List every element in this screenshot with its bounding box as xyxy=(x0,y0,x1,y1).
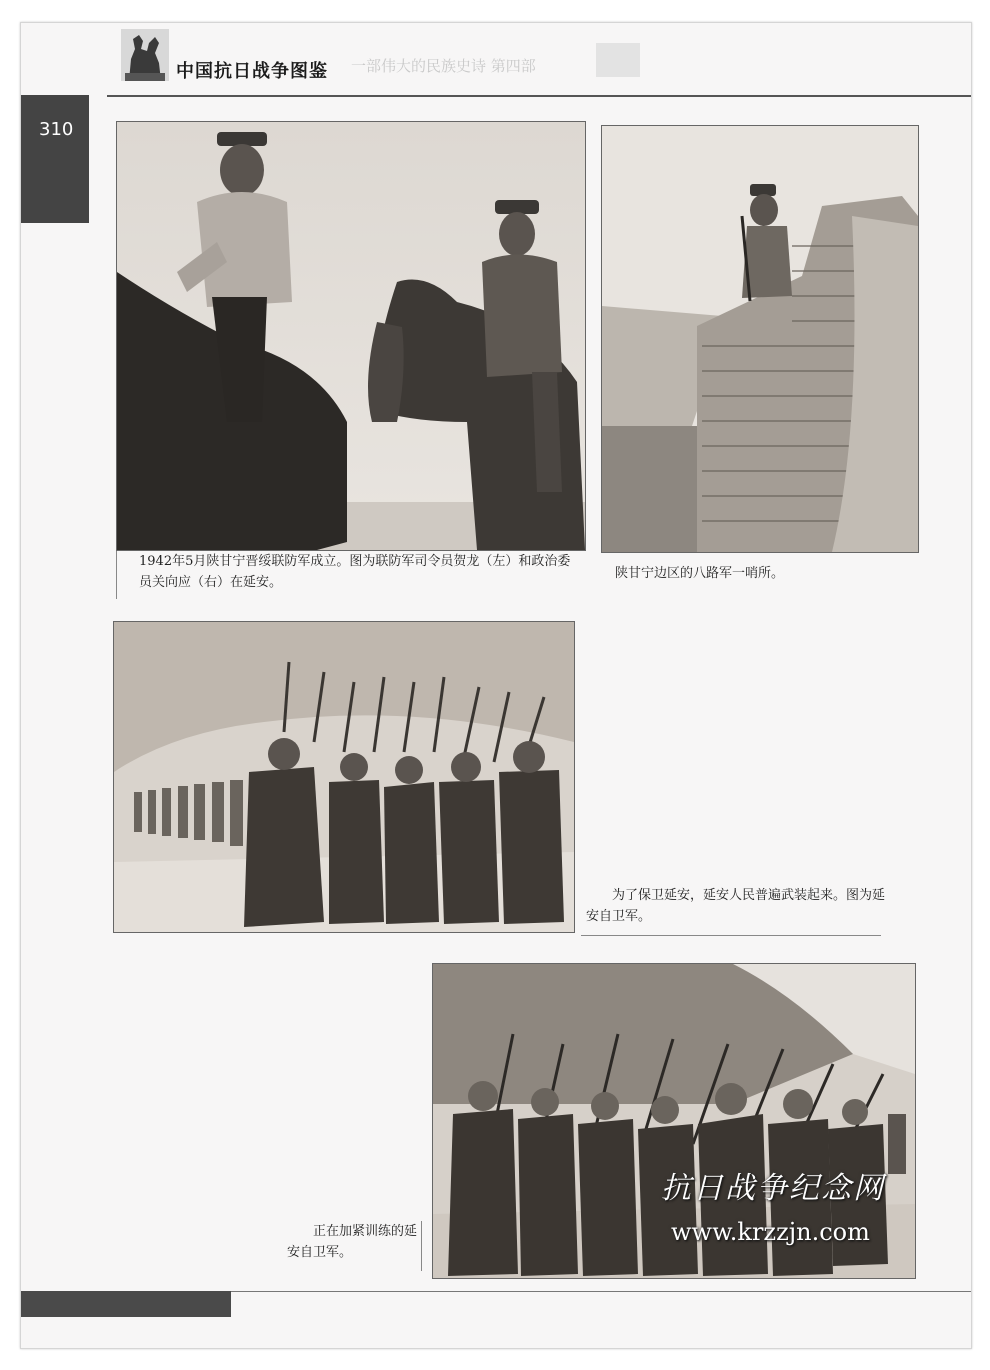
caption-photo-4: 正在加紧训练的延安自卫军。 xyxy=(287,1224,418,1260)
header-rule xyxy=(107,95,971,97)
book-title: 中国抗日战争图鉴 xyxy=(176,61,328,82)
page-number: 310 xyxy=(39,119,74,140)
caption-photo-3: 为了保卫延安，延安人民普遍武装起来。图为延安自卫军。 xyxy=(586,888,886,924)
site-watermark-url: www.krzzjn.com xyxy=(671,1218,870,1246)
caption-rule xyxy=(421,1221,422,1271)
photo-he-long-guan-xiangying xyxy=(116,121,586,551)
book-page xyxy=(20,22,972,1349)
bleed-through-mark xyxy=(596,43,640,77)
footer-bar xyxy=(21,1291,231,1317)
site-watermark-title: 抗日战争纪念网 xyxy=(661,1171,885,1206)
caption-photo-1: 1942年5月陕甘宁晋绥联防军成立。图为联防军司令员贺龙（左）和政治委员关向应（右）在延安。 xyxy=(139,554,571,590)
bleed-through-text: 一部伟大的民族史诗 第四部 xyxy=(351,57,536,75)
caption-rule xyxy=(116,551,117,599)
caption-rule xyxy=(581,935,881,936)
page-number-tab xyxy=(21,95,89,223)
caption-photo-2: 陕甘宁边区的八路军一哨所。 xyxy=(615,566,785,581)
photo-yanan-militia xyxy=(113,621,575,933)
soldier-statue-logo-icon xyxy=(121,29,169,81)
photo-sentry-post xyxy=(601,125,919,553)
